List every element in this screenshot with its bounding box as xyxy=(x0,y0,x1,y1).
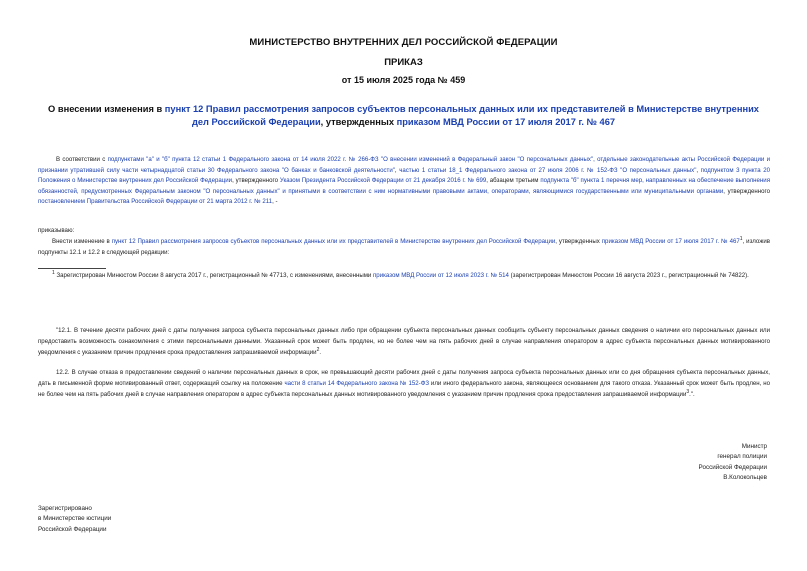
paragraph-12-2 xyxy=(38,368,770,400)
item1-link-order[interactable]: приказом МВД России от 17 июля 2017 г. № 467 xyxy=(601,238,740,245)
p122-text: 12.2. В случае отказа в предоставлении сведений о наличии персональных данных в срок, не превышающий десяти рабочих дней с даты получения запроса субъекта персональных данных или со дня обращения субъекта персональных данных, дать в письменной форме мотивированный ответ, содержащий ссылку на положение xyxy=(38,369,770,387)
item1-text: , утвержденных xyxy=(555,238,602,245)
preamble-link-resolution[interactable]: постановлением Правительства Российской Федерации от 21 марта 2012 г. № 211 xyxy=(38,198,273,206)
preamble-text: , xyxy=(696,166,701,174)
item1-text: Внести изменение в xyxy=(52,238,112,245)
doc-type-heading: ПРИКАЗ xyxy=(384,57,423,68)
footnote-text: (зарегистрирован Минюстом России 16 августа 2023 г., регистрационный № 74822). xyxy=(508,272,749,279)
date-number: от 15 июля 2025 года № 459 xyxy=(341,75,466,85)
preamble-text: , утвержденного xyxy=(723,187,771,195)
registration-block xyxy=(38,504,111,535)
preamble-text: , утвержденного xyxy=(232,177,280,185)
item-1-paragraph xyxy=(38,237,770,258)
footnote-link-order[interactable]: приказом МВД России от 12 июля 2023 г. № 514 xyxy=(373,272,509,279)
title-prefix: О внесении изменения в xyxy=(48,104,165,114)
registration-line: в Министерстве юстиции xyxy=(38,515,112,523)
footnote-ref[interactable]: 2 xyxy=(316,346,320,353)
preamble-text: В соответствии с xyxy=(56,156,108,163)
ministry-heading: МИНИСТЕРСТВО ВНУТРЕННИХ ДЕЛ РОССИЙСКОЙ ФЕДЕРАЦИИ xyxy=(249,37,558,48)
preamble-link-266fz[interactable]: подпунктами "а" и "б" пункта 12 статьи 1 Федерального закона от 14 июля 2022 г. № 266-ФЗ "О внесении изменений в Федеральный закон "О персональных данных", отдельные законодательные акты Российской Федерации и признании утратившей силу части четырнадцатой статьи 30 Федерального закона "О банках и банковской деятельности" xyxy=(38,156,770,174)
title-link-order[interactable]: приказом МВД России от 17 июля 2017 г. № 467 xyxy=(396,117,616,127)
item1-text: , изложив подпункты 12.1 и 12.2 в следующей редакции: xyxy=(38,238,770,256)
preamble-link-decree[interactable]: Указом Президента Российской Федерации от 21 декабря 2016 г. № 699 xyxy=(279,177,487,185)
footnote-ref[interactable]: 1 xyxy=(739,235,743,242)
preamble-text: , - xyxy=(272,198,278,206)
p121-end: . xyxy=(319,348,322,356)
p122-text: или иного федерального закона, являющееся основанием для такого отказа. Указанный срок может быть продлен, но не более чем на пять рабочих дней в случае направления оператором в адрес субъекта персональных данных мотивированного уведомления с указанием причин продления срока предоставления запрашиваемой информации xyxy=(38,379,770,398)
p122-link-152fz[interactable]: части 8 статьи 14 Федерального закона № 152-ФЗ xyxy=(284,379,430,387)
preamble-link-measures[interactable]: подпункта "б" пункта 1 перечня мер, направленных на обеспечение выполнения обязанностей, предусмотренных Федеральным законом "О персональных данных" и принятыми в соответствии с ним нормативными правовыми актами, операторами, являющимися государственными или муниципальными органами xyxy=(38,177,770,195)
p121-text: "12.1. В течение десяти рабочих дней с даты получения запроса субъекта персональных данных либо при обращении субъекта персональных данных сообщить субъекту персональных данных сведения о наличии его персональных данных или предоставить возможность ознакомления с этими персональными данными. Указанный срок может быть продлен, но не более чем на пять рабочих дней в случае направления оператором в адрес субъекта персональных данных мотивированного уведомления с указанием причин продления срока предоставления запрашиваемой информации xyxy=(38,327,770,356)
paragraph-12-1 xyxy=(38,326,770,358)
p122-text: .". xyxy=(689,390,695,398)
footnote-ref[interactable]: 3 xyxy=(686,388,690,395)
preamble-text: , абзацем третьим xyxy=(486,177,541,185)
document-title xyxy=(40,103,767,129)
footnote-mark: 1 xyxy=(52,269,55,276)
preamble-link-regulation[interactable]: подпунктом 3 пункта 20 Положения о Министерстве внутренних дел Российской Федерации xyxy=(38,166,771,185)
preamble-text: , xyxy=(394,166,400,174)
title-middle: , утвержденных xyxy=(320,117,397,127)
orders-label: приказываю: xyxy=(38,227,75,234)
signature-name: В.Колокольцев xyxy=(723,473,767,481)
item1-link-rules[interactable]: пункт 12 Правил рассмотрения запросов субъектов персональных данных или их представителей в Министерстве внутренних дел Российской Федерации xyxy=(111,238,556,245)
signature-block xyxy=(699,442,767,483)
footnote-text: Зарегистрирован Минюстом России 8 августа 2017 г., регистрационный № 47713, с изменениями, внесенными xyxy=(54,272,373,279)
signature-line: Российской Федерации xyxy=(698,463,767,471)
preamble-paragraph xyxy=(38,155,770,208)
signature-line: генерал полиции xyxy=(717,453,767,461)
footnote-1 xyxy=(38,271,770,282)
signature-line: Министр xyxy=(741,443,767,450)
footnote-divider xyxy=(38,268,106,269)
registration-line: Российской Федерации xyxy=(38,525,107,533)
registration-line: Зарегистрировано xyxy=(38,505,92,512)
title-link-rules[interactable]: пункт 12 Правил рассмотрения запросов субъектов персональных данных или их представителей в Министерстве внутренних дел Российской Федерации xyxy=(164,104,759,127)
preamble-link-152fz[interactable]: частью 1 статьи 18_1 Федерального закона от 27 июля 2006 г. № 152-ФЗ "О персональных данных" xyxy=(399,166,697,174)
